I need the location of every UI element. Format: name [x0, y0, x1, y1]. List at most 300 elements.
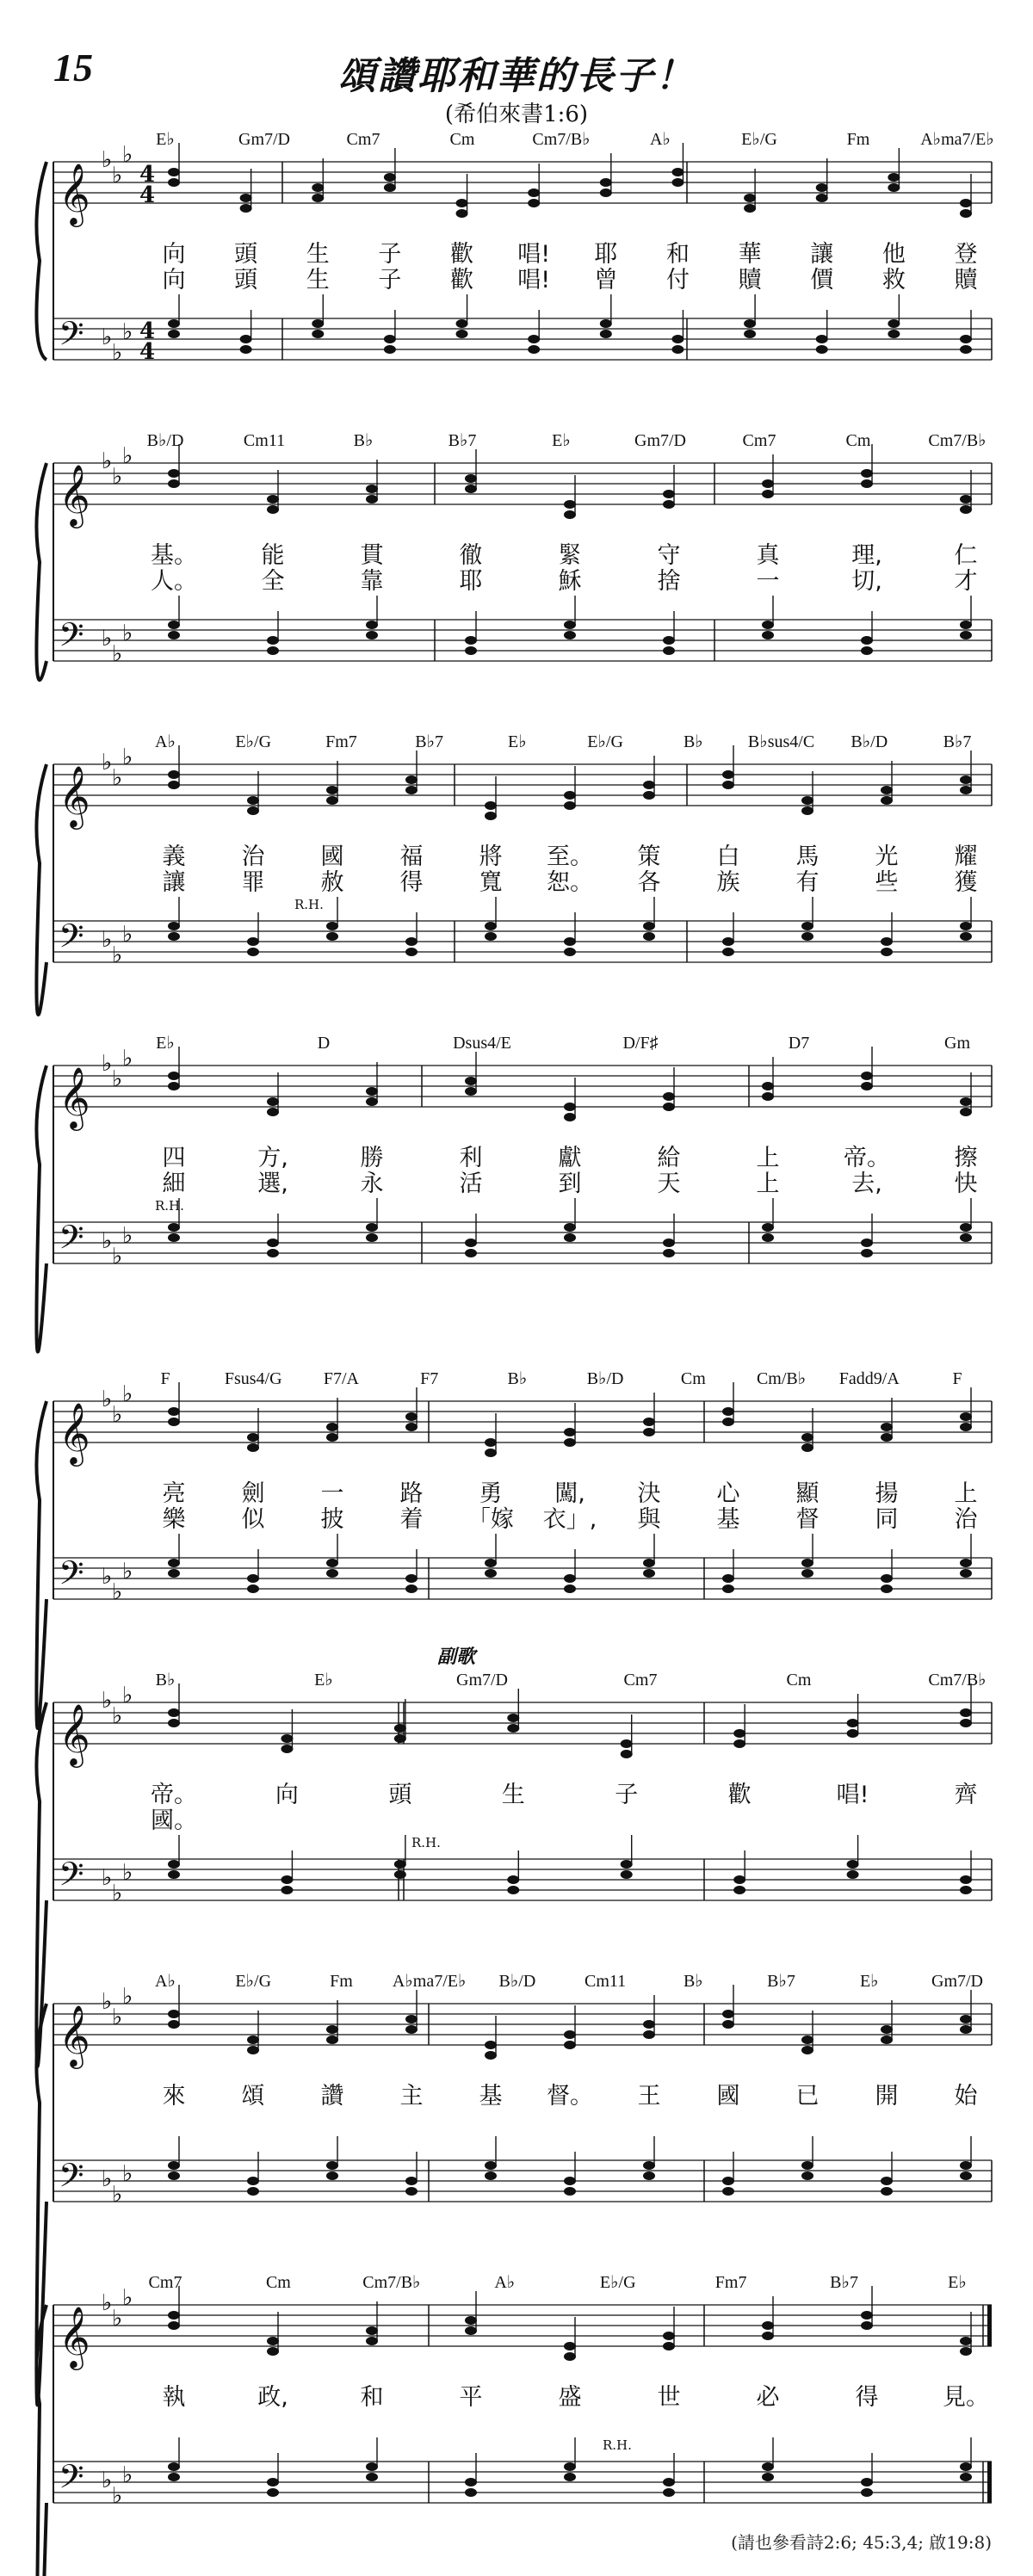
note-head — [960, 786, 972, 794]
note-head — [312, 319, 324, 328]
lyric-syllable: 光 — [875, 843, 899, 870]
score-system — [36, 130, 993, 366]
note-head — [465, 1249, 477, 1257]
note-head — [326, 2171, 338, 2180]
note-head — [168, 168, 180, 176]
lyric-syllable: 白 — [716, 843, 740, 870]
chord-symbol: Cm/B♭ — [756, 1369, 807, 1388]
note-head — [762, 2473, 774, 2481]
flat-icon: ♭ — [102, 626, 113, 652]
note-head — [326, 786, 338, 794]
note-head — [465, 646, 477, 655]
lyric-syllable: 才 — [954, 568, 978, 595]
note-head — [643, 2020, 655, 2029]
lyric-syllable: 向 — [162, 241, 186, 268]
flat-icon: ♭ — [122, 2462, 133, 2488]
note-head — [168, 2462, 180, 2471]
lyric-syllable: 平 — [459, 2384, 483, 2411]
bass-staff — [53, 1554, 992, 1605]
note-head — [801, 2046, 813, 2054]
note-head — [960, 2462, 972, 2471]
note-head — [564, 631, 576, 639]
chord-symbol: E♭/G — [599, 2273, 636, 2292]
chord-symbol: E♭ — [156, 1034, 175, 1053]
chord-symbol: B♭7 — [767, 1972, 795, 1991]
flat-icon: ♭ — [122, 1223, 133, 1249]
flat-icon: ♭ — [122, 2285, 133, 2311]
lyric-syllable: 已 — [795, 2083, 820, 2110]
note-head — [564, 2473, 576, 2481]
note-head — [960, 1233, 972, 1242]
note-head — [312, 183, 324, 192]
lyric-syllable: 勇 — [479, 1480, 503, 1507]
note-head — [326, 922, 338, 930]
lyric-syllable: 和 — [360, 2384, 384, 2411]
lyric-syllable: 活 — [459, 1171, 483, 1197]
lyric-syllable: 寬 — [479, 869, 503, 896]
note-head — [528, 199, 540, 207]
note-head — [168, 781, 180, 789]
note-head — [663, 2342, 675, 2351]
note-head — [384, 345, 396, 354]
lyric-syllable: 勝 — [360, 1145, 384, 1171]
note-head — [960, 209, 972, 218]
refrain-label: 副歌 — [437, 1646, 476, 1668]
note-head — [247, 1585, 259, 1593]
note-head — [247, 2187, 259, 2196]
lyric-syllable: 至。 — [547, 843, 593, 870]
note-head — [643, 1559, 655, 1567]
chord-symbol: Cm7/B♭ — [362, 2273, 421, 2292]
lyric-syllable: 能 — [261, 542, 285, 569]
final-barline-thick — [987, 2462, 992, 2503]
note-head — [267, 2488, 279, 2497]
flat-icon: ♭ — [102, 1688, 113, 1714]
chord-symbol: Fm — [846, 130, 870, 149]
lyric-syllable: 選, — [257, 1171, 288, 1197]
note-head — [564, 1233, 576, 1242]
note-head — [485, 932, 497, 941]
bass-staff — [53, 2457, 992, 2509]
note-head — [861, 646, 873, 655]
note-head — [168, 1072, 180, 1080]
note-head — [485, 2171, 497, 2180]
note-head — [663, 1249, 675, 1257]
note-head — [281, 1886, 293, 1894]
lyric-syllable: 督 — [795, 1506, 820, 1533]
note-head — [960, 631, 972, 639]
lyric-syllable: 給 — [657, 1145, 681, 1171]
lyric-syllable: 劍 — [241, 1480, 265, 1507]
treble-clef-icon: 𝄞 — [59, 764, 90, 827]
rh-marking: R.H. — [603, 2437, 632, 2453]
flat-icon: ♭ — [122, 1046, 133, 1072]
note-head — [456, 199, 468, 207]
note-head — [861, 2478, 873, 2486]
note-head — [168, 479, 180, 488]
note-head — [663, 2488, 675, 2497]
note-head — [722, 781, 734, 789]
lyric-syllable: 樂 — [162, 1506, 186, 1533]
lyric-syllable: 披 — [320, 1506, 344, 1533]
treble-staff — [53, 142, 992, 227]
lyric-syllable: 王 — [637, 2083, 661, 2110]
lyric-syllable: 來 — [162, 2083, 186, 2110]
note-head — [861, 636, 873, 645]
note-head — [643, 2161, 655, 2170]
note-head — [564, 1223, 576, 1232]
note-head — [326, 796, 338, 805]
note-head — [366, 2473, 378, 2481]
note-head — [663, 500, 675, 509]
note-head — [168, 469, 180, 478]
lyric-syllable: 福 — [399, 843, 424, 870]
note-head — [168, 1223, 180, 1232]
note-head — [394, 1860, 406, 1869]
note-head — [643, 2030, 655, 2039]
chord-symbol: A♭ — [650, 130, 671, 149]
flat-icon: ♭ — [102, 1228, 113, 1254]
note-head — [405, 786, 418, 794]
note-head — [366, 485, 378, 493]
note-head — [600, 319, 612, 328]
note-head — [722, 2187, 734, 2196]
chord-symbol: B♭/D — [851, 732, 888, 751]
lyric-syllable: 得 — [855, 2384, 879, 2411]
note-head — [671, 335, 684, 343]
chord-symbol: E♭ — [508, 732, 527, 751]
note-head — [960, 2015, 972, 2023]
note-head — [744, 330, 756, 338]
note-head — [960, 2337, 972, 2345]
chord-symbol: Cm11 — [585, 1972, 627, 1991]
note-head — [326, 1559, 338, 1567]
lyric-syllable: 盛 — [558, 2384, 582, 2411]
chord-symbol: Gm — [944, 1034, 970, 1053]
bass-clef-icon: 𝄢 — [59, 314, 84, 361]
note-head — [267, 1108, 279, 1116]
note-head — [888, 173, 900, 182]
note-head — [960, 2347, 972, 2356]
note-head — [384, 335, 396, 343]
time-signature-top: 4 — [139, 318, 156, 344]
note-head — [881, 937, 893, 946]
note-head — [960, 1569, 972, 1578]
note-head — [861, 479, 873, 488]
note-head — [384, 173, 396, 182]
chord-symbol: E♭ — [156, 130, 175, 149]
lyric-syllable: 讓 — [162, 869, 186, 896]
note-head — [405, 775, 418, 784]
note-head — [168, 2010, 180, 2018]
note-head — [733, 1886, 745, 1894]
bass-clef-icon: 𝄢 — [59, 1218, 84, 1264]
note-head — [267, 2478, 279, 2486]
chord-symbol: B♭sus4/C — [747, 732, 815, 751]
note-head — [801, 806, 813, 815]
bass-clef-icon: 𝄢 — [59, 917, 84, 963]
note-head — [465, 1077, 477, 1085]
note-head — [564, 1585, 576, 1593]
note-head — [326, 2025, 338, 2034]
note-head — [847, 1719, 859, 1727]
note-head — [485, 1559, 497, 1567]
flat-icon: ♭ — [122, 1984, 133, 2010]
note-head — [960, 1108, 972, 1116]
lyric-syllable: 與 — [637, 1506, 661, 1533]
note-head — [881, 1574, 893, 1583]
chord-symbol: B♭7 — [943, 732, 972, 751]
note-head — [326, 1423, 338, 1431]
note-head — [267, 646, 279, 655]
note-head — [465, 2488, 477, 2497]
note-head — [881, 1433, 893, 1442]
note-head — [507, 1875, 519, 1884]
lyric-syllable: 仁 — [954, 542, 978, 569]
note-head — [663, 2332, 675, 2340]
flat-icon: ♭ — [102, 1387, 113, 1412]
flat-icon: ♭ — [112, 765, 123, 791]
note-head — [643, 781, 655, 789]
flat-icon: ♭ — [122, 2161, 133, 2187]
note-head — [405, 948, 418, 956]
note-head — [722, 2010, 734, 2018]
note-head — [366, 495, 378, 503]
chord-symbol: A♭ — [155, 1972, 176, 1991]
note-head — [168, 1860, 180, 1869]
note-head — [801, 932, 813, 941]
chord-symbol: B♭ — [683, 732, 703, 751]
chord-symbol: B♭7 — [415, 732, 444, 751]
chord-symbol: A♭ — [155, 732, 176, 751]
note-head — [960, 2025, 972, 2034]
note-head — [960, 1423, 972, 1431]
chord-symbol: Cm7 — [148, 2273, 182, 2292]
note-head — [366, 631, 378, 639]
chord-symbol: Gm7/D — [456, 1671, 508, 1690]
flat-icon: ♭ — [122, 443, 133, 469]
note-head — [564, 1113, 576, 1121]
note-head — [960, 505, 972, 514]
flat-icon: ♭ — [102, 2166, 113, 2192]
chord-symbol: E♭/G — [587, 732, 623, 751]
chord-symbol: Cm — [845, 431, 871, 450]
note-head — [816, 194, 828, 202]
lyric-syllable: 族 — [716, 869, 740, 896]
lyric-syllable: 主 — [399, 2083, 424, 2110]
chord-symbol: E♭ — [948, 2273, 967, 2292]
bass-clef-icon: 𝄢 — [59, 615, 84, 662]
lyric-syllable: 向 — [162, 267, 186, 293]
flat-icon: ♭ — [102, 2290, 113, 2316]
lyric-syllable: 齊 — [954, 1782, 978, 1808]
chord-symbol: Dsus4/E — [453, 1034, 511, 1053]
treble-staff — [53, 2285, 992, 2370]
chord-symbol: F7 — [420, 1369, 439, 1388]
note-head — [267, 505, 279, 514]
note-head — [168, 1559, 180, 1567]
note-head — [465, 2326, 477, 2335]
note-head — [267, 2337, 279, 2345]
treble-staff — [53, 1381, 992, 1467]
lyric-syllable: 必 — [756, 2384, 780, 2411]
chord-symbol: Fm — [330, 1972, 353, 1991]
lyric-syllable: 亮 — [162, 1480, 186, 1507]
note-head — [168, 2473, 180, 2481]
lyric-syllable: 將 — [479, 843, 503, 870]
note-head — [564, 2177, 576, 2185]
note-head — [564, 801, 576, 810]
treble-clef-icon: 𝄞 — [59, 162, 90, 225]
lyric-syllable: 上 — [756, 1171, 780, 1197]
note-head — [247, 796, 259, 805]
rh-marking: R.H. — [411, 1835, 441, 1850]
chord-symbol: E♭/G — [235, 732, 272, 751]
note-head — [564, 2352, 576, 2361]
note-head — [405, 1412, 418, 1421]
flat-icon: ♭ — [102, 1051, 113, 1077]
note-head — [960, 621, 972, 629]
note-head — [240, 345, 252, 354]
note-head — [960, 2171, 972, 2180]
lyric-syllable: 治 — [954, 1506, 978, 1533]
note-head — [960, 1223, 972, 1232]
lyric-syllable: 真 — [756, 542, 780, 569]
chord-symbol: E♭ — [859, 1972, 879, 1991]
chord-symbol: B♭/D — [586, 1369, 624, 1388]
note-head — [485, 812, 497, 820]
note-head — [733, 1875, 745, 1884]
note-head — [663, 1103, 675, 1111]
note-head — [326, 2035, 338, 2044]
note-head — [247, 1443, 259, 1452]
note-head — [960, 2161, 972, 2170]
note-head — [881, 2025, 893, 2034]
lyric-syllable: 國 — [320, 843, 344, 870]
note-head — [733, 1739, 745, 1748]
note-head — [168, 1418, 180, 1426]
note-head — [326, 1569, 338, 1578]
note-head — [722, 770, 734, 779]
note-head — [960, 1719, 972, 1727]
score-system — [36, 431, 992, 680]
lyric-syllable: 快 — [954, 1171, 978, 1197]
note-head — [168, 1719, 180, 1727]
chord-symbol: B♭ — [683, 1972, 703, 1991]
note-head — [960, 335, 972, 343]
lyric-syllable: 一 — [756, 568, 780, 595]
note-head — [366, 1097, 378, 1106]
note-head — [564, 2462, 576, 2471]
bass-staff — [53, 615, 992, 667]
chord-symbol: B♭7 — [448, 431, 477, 450]
lyric-syllable: 各 — [637, 869, 661, 896]
note-head — [384, 183, 396, 192]
note-head — [366, 2337, 378, 2345]
note-head — [168, 621, 180, 629]
bass-clef-icon: 𝄢 — [59, 1554, 84, 1600]
note-head — [663, 1092, 675, 1101]
note-head — [722, 2177, 734, 2185]
note-head — [240, 204, 252, 213]
note-head — [366, 2462, 378, 2471]
note-head — [528, 335, 540, 343]
score-system — [36, 1972, 992, 2405]
lyric-syllable: 耶 — [459, 568, 483, 595]
treble-clef-icon: 𝄞 — [59, 1401, 90, 1464]
note-head — [762, 1082, 774, 1090]
treble-clef-icon: 𝄞 — [59, 1066, 90, 1128]
note-head — [801, 922, 813, 930]
note-head — [762, 1092, 774, 1101]
note-head — [465, 2478, 477, 2486]
brace — [36, 1066, 46, 1352]
flat-icon: ♭ — [122, 1381, 133, 1407]
note-head — [528, 188, 540, 197]
note-head — [621, 1860, 633, 1869]
lyric-syllable: 捨 — [657, 568, 681, 595]
note-head — [405, 1423, 418, 1431]
lyric-syllable: 基 — [479, 2083, 503, 2110]
flat-icon: ♭ — [112, 1244, 123, 1269]
note-head — [394, 1734, 406, 1743]
chord-symbol: Cm11 — [243, 431, 286, 450]
treble-clef-icon: 𝄞 — [59, 463, 90, 526]
note-head — [888, 330, 900, 338]
note-head — [281, 1875, 293, 1884]
flat-icon: ♭ — [112, 1881, 123, 1906]
lyric-syllable: 帝。 — [151, 1782, 197, 1808]
note-head — [663, 2478, 675, 2486]
chord-symbol: Gm7/D — [238, 130, 290, 149]
note-head — [564, 937, 576, 946]
lyric-syllable: 子 — [378, 241, 402, 268]
note-head — [960, 1559, 972, 1567]
note-head — [801, 1559, 813, 1567]
note-head — [465, 1087, 477, 1096]
note-head — [762, 631, 774, 639]
score-system — [36, 1034, 992, 1352]
note-head — [762, 1233, 774, 1242]
note-head — [240, 335, 252, 343]
note-head — [394, 1870, 406, 1879]
lyric-syllable: 揚 — [875, 1480, 899, 1507]
note-head — [643, 2171, 655, 2180]
flat-icon: ♭ — [122, 319, 133, 345]
bass-staff — [53, 917, 992, 968]
note-head — [816, 345, 828, 354]
chord-symbol: A♭ma7/E♭ — [392, 1972, 467, 1991]
lyric-syllable: 貫 — [360, 542, 384, 569]
note-head — [861, 2321, 873, 2330]
lyric-syllable: 向 — [275, 1782, 299, 1808]
lyric-syllable: 天 — [657, 1171, 681, 1197]
note-head — [312, 330, 324, 338]
note-head — [168, 1407, 180, 1416]
note-head — [960, 932, 972, 941]
song-number: 15 — [53, 46, 93, 90]
note-head — [485, 801, 497, 810]
lyric-syllable: 頭 — [388, 1782, 412, 1808]
lyric-syllable: 人。 — [151, 568, 197, 595]
brace — [36, 764, 46, 1015]
note-head — [168, 178, 180, 187]
time-signature-bottom: 4 — [139, 339, 156, 365]
lyric-syllable: 和 — [665, 241, 690, 268]
note-head — [643, 932, 655, 941]
note-head — [564, 2030, 576, 2039]
note-head — [564, 948, 576, 956]
